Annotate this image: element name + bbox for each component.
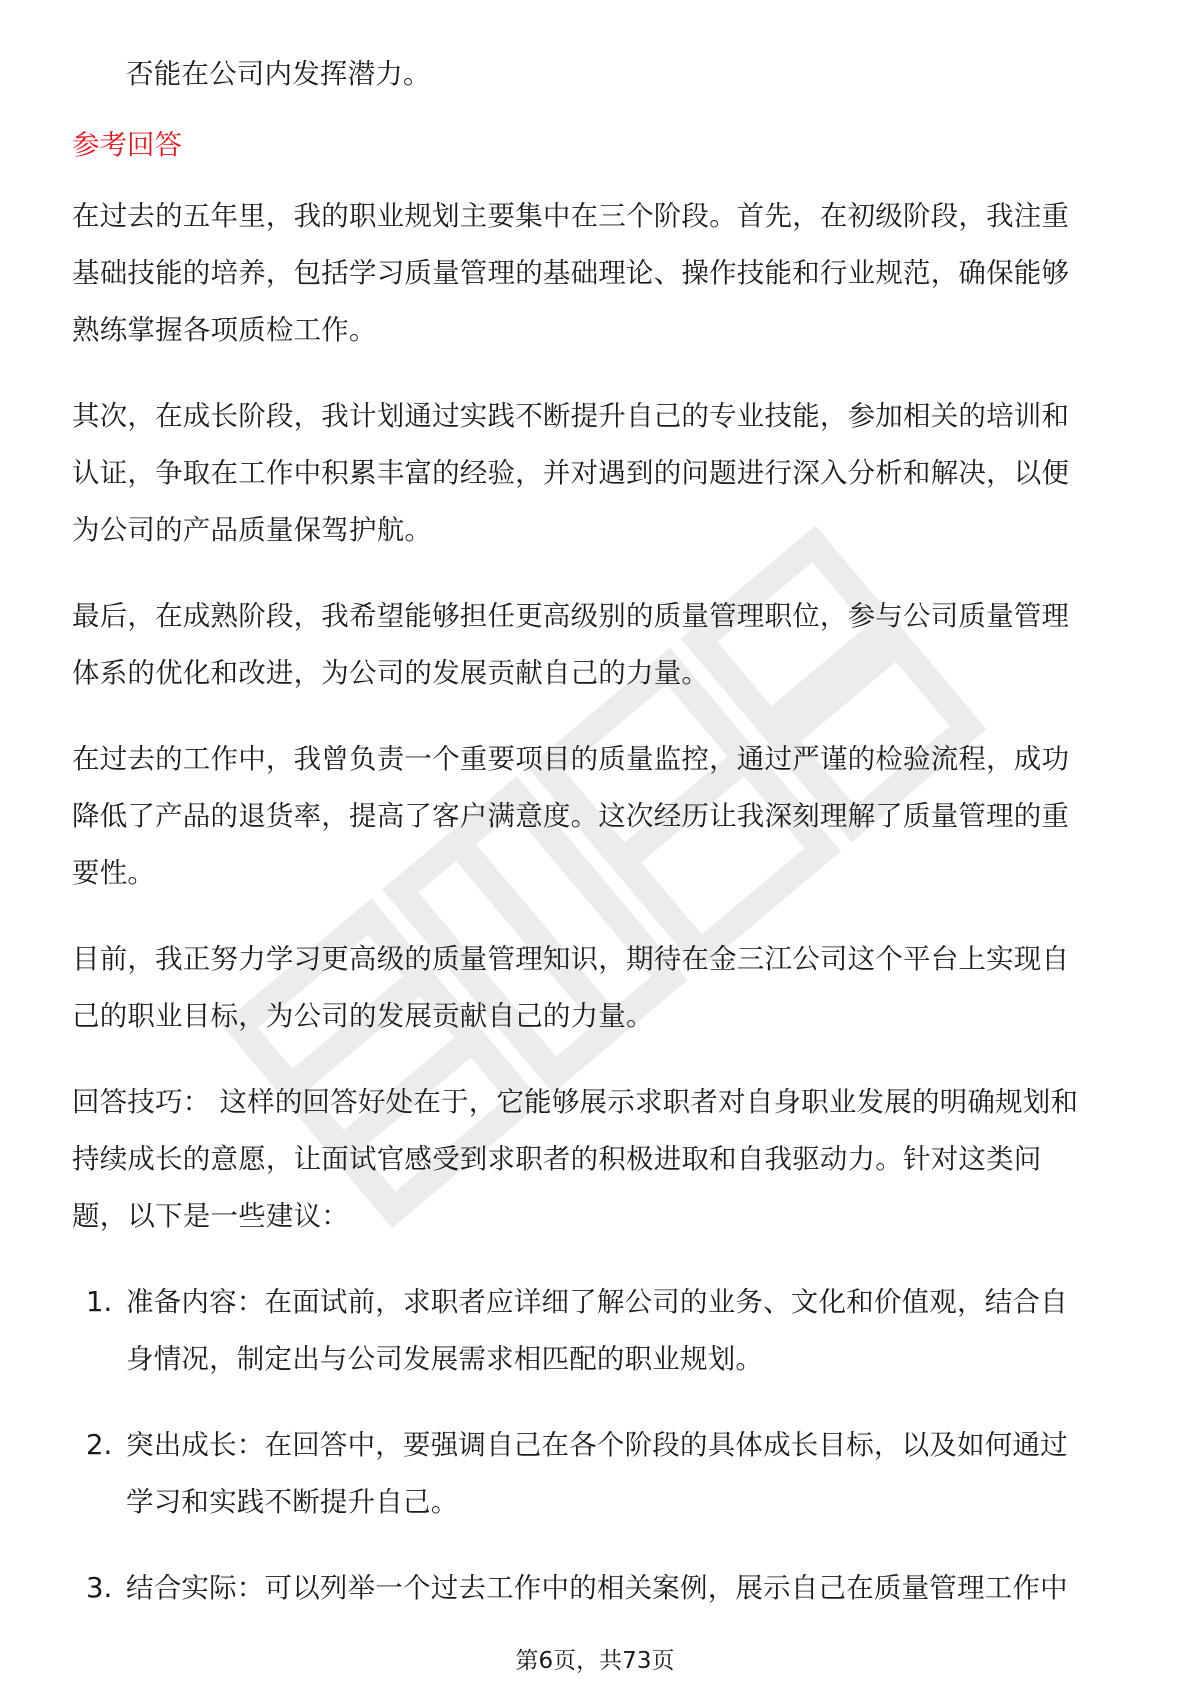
list-line: 结合实际：可以列举一个过去工作中的相关案例，展示自己在质量管理工作中 [126,1572,1068,1604]
list-line: 准备内容：在面试前，求职者应详细了解公司的业务、文化和价值观，结合自 [126,1286,1068,1318]
document-body [72,46,1122,1617]
paragraph-line: 为公司的产品质量保驾护航。 [72,514,433,546]
list-item [72,1560,1122,1617]
paragraph-line: 持续成长的意愿，让面试官感受到求职者的积极进取和自我驱动力。针对这类问 [72,1143,1042,1175]
paragraph-line: 其次，在成长阶段，我计划通过实践不断提升自己的专业技能，参加相关的培训和 [72,400,1070,432]
paragraph-4 [72,731,1122,902]
list-line: 学习和实践不断提升自己。 [126,1486,459,1518]
paragraph-line: 目前，我正努力学习更高级的质量管理知识，期待在金三江公司这个平台上实现自 [72,943,1070,975]
paragraph-line: 熟练掌握各项质检工作。 [72,314,377,346]
list-item [72,1274,1122,1388]
paragraph-line: 回答技巧： 这样的回答好处在于，它能够展示求职者对自身职业发展的明确规划和 [72,1086,1079,1118]
paragraph-1 [72,188,1122,359]
paragraph-3 [72,588,1122,702]
list-number: 2. [86,1429,113,1461]
paragraph-line: 认证，争取在工作中积累丰富的经验，并对遇到的问题进行深入分析和解决，以便 [72,457,1070,489]
paragraph-line: 基础技能的培养，包括学习质量管理的基础理论、操作技能和行业规范，确保能够 [72,257,1070,289]
page-footer: 第6页，共73页 [515,1648,675,1674]
paragraph-line: 题，以下是一些建议： [72,1200,349,1232]
continuation-line: 否能在公司内发挥潜力。 [126,58,431,90]
paragraph-line: 最后，在成熟阶段，我希望能够担任更高级别的质量管理职位，参与公司质量管理 [72,600,1070,632]
section-heading: 参考回答 [72,129,182,161]
list-line: 突出成长：在回答中，要强调自己在各个阶段的具体成长目标，以及如何通过 [126,1429,1068,1461]
list-number: 3. [86,1572,113,1604]
list-item [72,1417,1122,1531]
paragraph-5 [72,931,1122,1045]
paragraph-line: 己的职业目标，为公司的发展贡献自己的力量。 [72,1000,654,1032]
paragraph-line: 要性。 [72,857,156,889]
paragraph-line: 在过去的工作中，我曾负责一个重要项目的质量监控，通过严谨的检验流程，成功 [72,743,1070,775]
paragraph-line: 在过去的五年里，我的职业规划主要集中在三个阶段。首先，在初级阶段，我注重 [72,200,1070,232]
list-line: 身情况，制定出与公司发展需求相匹配的职业规划。 [126,1343,764,1375]
paragraph-line: 降低了产品的退货率，提高了客户满意度。这次经历让我深刻理解了质量管理的重 [72,800,1070,832]
paragraph-line: 体系的优化和改进，为公司的发展贡献自己的力量。 [72,657,710,689]
list-number: 1. [86,1286,113,1318]
paragraph-2 [72,388,1122,559]
paragraph-tips [72,1074,1122,1245]
